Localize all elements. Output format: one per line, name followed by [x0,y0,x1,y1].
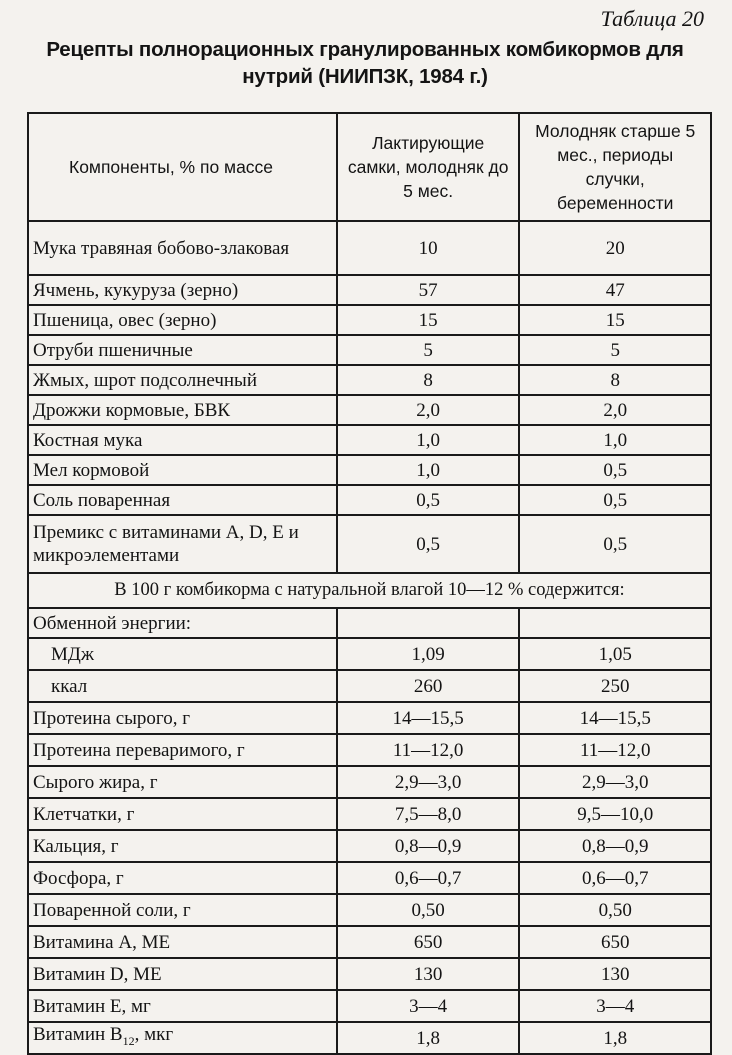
component-name: Мел кормовой [28,455,337,485]
value-lactating: 1,8 [337,1022,520,1054]
value-young-older: 1,8 [519,1022,711,1054]
table-title: Рецепты полнорационных гранулированных комбикормов для нутрий (НИИПЗК, 1984 г.) [46,38,684,88]
component-name: Премикс с витаминами A, D, E и микроэлементами [28,515,337,573]
value-young-older: 2,9—3,0 [519,766,711,798]
value-lactating: 14—15,5 [337,702,520,734]
value-young-older: 650 [519,926,711,958]
table-row [28,515,711,573]
value-lactating: 1,0 [337,455,520,485]
component-name: Ячмень, кукуруза (зерно) [28,275,337,305]
value-lactating: 0,8—0,9 [337,830,520,862]
table-row [28,335,711,365]
table-row [28,485,711,515]
table-row [28,395,711,425]
component-name: Дрожжи кормовые, БВК [28,395,337,425]
table-row [28,734,711,766]
value-lactating: 0,5 [337,515,520,573]
value-young-older: 0,8—0,9 [519,830,711,862]
value-young-older: 250 [519,670,711,702]
value-lactating: 260 [337,670,520,702]
value-young-older: 0,50 [519,894,711,926]
table-row [28,862,711,894]
value-young-older: 0,5 [519,515,711,573]
table-row [28,455,711,485]
column-header-components: Компоненты, % по массе [28,113,337,221]
value-lactating: 130 [337,958,520,990]
table-number: Таблица 20 [600,6,704,31]
nutrient-name: Сырого жира, г [28,766,337,798]
value-lactating: 1,0 [337,425,520,455]
table-row [28,305,711,335]
value-young-older: 0,5 [519,485,711,515]
value-young-older: 14—15,5 [519,702,711,734]
value-young-older: 11—12,0 [519,734,711,766]
table-row [28,425,711,455]
component-name: Мука травяная бобово-злаковая [28,221,337,275]
table-row [28,638,711,670]
value-lactating: 2,0 [337,395,520,425]
energy-label: Обменной энергии: [28,608,337,638]
value-lactating: 1,09 [337,638,520,670]
value-lactating: 8 [337,365,520,395]
table-row [28,365,711,395]
table-row [28,926,711,958]
value-young-older: 9,5—10,0 [519,798,711,830]
nutrient-name: Витамина A, МЕ [28,926,337,958]
value-young-older: 1,05 [519,638,711,670]
value-young-older: 20 [519,221,711,275]
value-young-older [519,608,711,638]
nutrient-name-b12 [28,1022,337,1054]
nutrient-name: Фосфора, г [28,862,337,894]
value-lactating: 5 [337,335,520,365]
table-row [28,670,711,702]
feed-recipe-table [27,112,712,1055]
table-row [28,894,711,926]
value-lactating: 3—4 [337,990,520,1022]
component-name: Пшеница, овес (зерно) [28,305,337,335]
table-row [28,830,711,862]
nutrient-name: Витамин E, мг [28,990,337,1022]
b12-suffix: , мкг [134,1024,174,1046]
value-lactating: 0,6—0,7 [337,862,520,894]
b12-prefix: Витамин B [33,1024,123,1046]
value-young-older: 2,0 [519,395,711,425]
column-header-lactating: Лактирующие самки, молодняк до 5 мес. [337,113,520,221]
value-lactating: 11—12,0 [337,734,520,766]
component-name: Соль поваренная [28,485,337,515]
value-young-older: 8 [519,365,711,395]
value-lactating: 0,5 [337,485,520,515]
value-young-older: 3—4 [519,990,711,1022]
nutrient-name: ккал [28,670,337,702]
component-name: Жмых, шрот подсолнечный [28,365,337,395]
header-row [28,113,711,221]
value-young-older: 15 [519,305,711,335]
value-young-older: 130 [519,958,711,990]
nutrient-name: Поваренной соли, г [28,894,337,926]
column-header-young-older: Молодняк старше 5 мес., периоды случки, беременности [519,113,711,221]
value-young-older: 5 [519,335,711,365]
value-lactating: 7,5—8,0 [337,798,520,830]
value-young-older: 1,0 [519,425,711,455]
nutrient-name: Клетчатки, г [28,798,337,830]
value-young-older: 0,5 [519,455,711,485]
value-lactating: 2,9—3,0 [337,766,520,798]
value-lactating: 0,50 [337,894,520,926]
nutrient-name: Витамин D, МЕ [28,958,337,990]
nutrient-name: Кальция, г [28,830,337,862]
table-row [28,1022,711,1054]
b12-subscript: 12 [122,1033,135,1048]
value-lactating: 15 [337,305,520,335]
section-header: В 100 г комбикорма с натуральной влагой 10—12 % содержится: [28,573,711,608]
component-name: Костная мука [28,425,337,455]
nutrient-name: Протеина переваримого, г [28,734,337,766]
table-row [28,702,711,734]
value-young-older: 0,6—0,7 [519,862,711,894]
component-name: Отруби пшеничные [28,335,337,365]
table-row [28,275,711,305]
value-lactating: 57 [337,275,520,305]
section-header-row [28,573,711,608]
table-row [28,221,711,275]
value-lactating [337,608,520,638]
table-row [28,608,711,638]
value-young-older: 47 [519,275,711,305]
table-row [28,990,711,1022]
table-row [28,798,711,830]
table-row [28,766,711,798]
value-lactating: 10 [337,221,520,275]
value-lactating: 650 [337,926,520,958]
nutrient-name: МДж [28,638,337,670]
table-row [28,958,711,990]
nutrient-name: Протеина сырого, г [28,702,337,734]
